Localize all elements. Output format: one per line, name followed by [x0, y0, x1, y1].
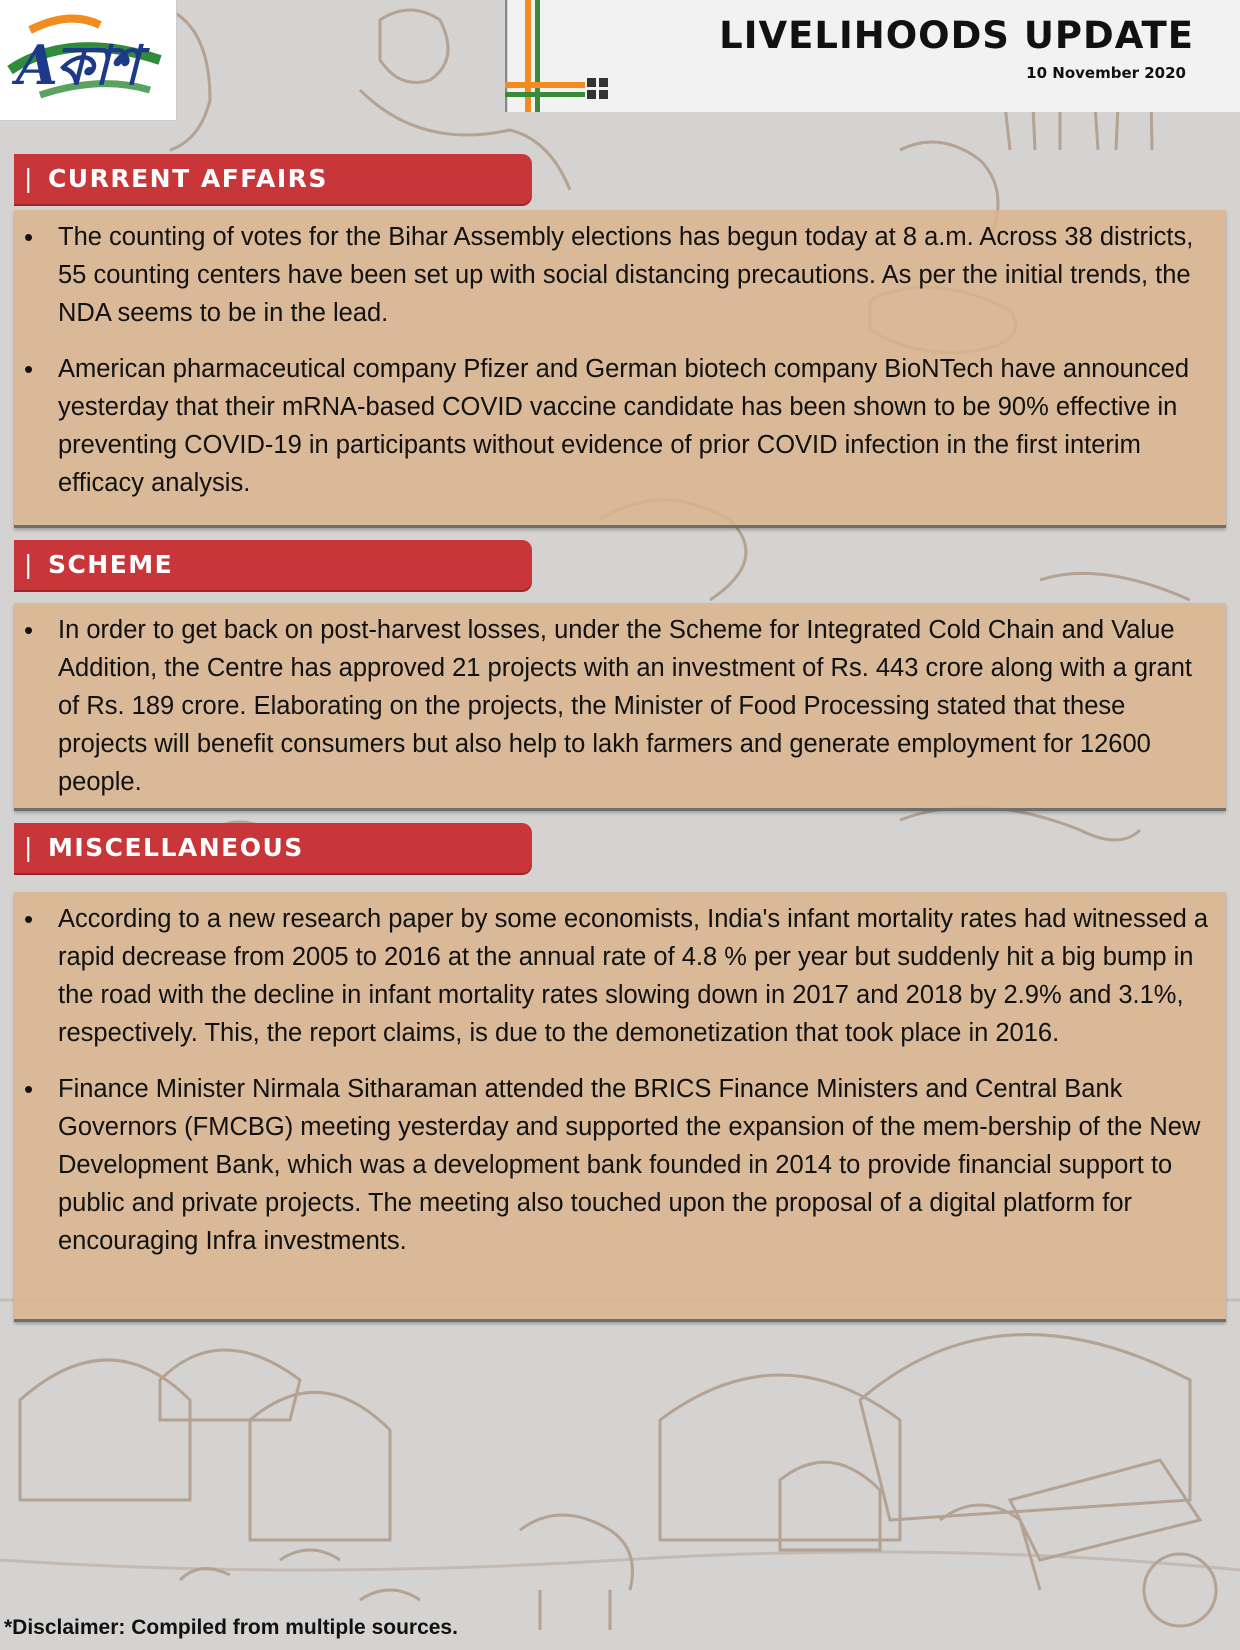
scheme-panel — [14, 603, 1226, 811]
issue-date: 10 November 2020 — [1026, 64, 1186, 82]
list-item: • Finance Minister Nirmala Sitharaman attended the BRICS Finance Ministers and Central Bank Governors (FMCBG) meeting yesterday and supported the expansion of the mem-bership of the New Development Bank, which was a development bank founded in 2014 to provide financial support to public and private projects. The meeting also touched upon the proposal of a digital platform for encouraging Infra investments. — [14, 1070, 1212, 1260]
section-heading-label: SCHEME — [47, 550, 174, 579]
section-heading-scheme — [14, 540, 532, 590]
logo — [0, 0, 177, 121]
heading-bar: | — [24, 550, 34, 579]
heading-bar: | — [24, 833, 34, 862]
logo-text: Aকাশ — [16, 33, 138, 97]
section-heading-label: CURRENT AFFAIRS — [47, 164, 328, 193]
section-heading-label: MISCELLANEOUS — [47, 833, 304, 862]
section-heading-current-affairs — [14, 154, 532, 204]
current-affairs-panel — [14, 210, 1226, 528]
list-item: • The counting of votes for the Bihar Assembly elections has begun today at 8 a.m. Across 38 districts, 55 counting centers have been set up with social distancing precautions. As per the initial trends, the NDA seems to be in the lead. — [14, 218, 1212, 332]
list-item: • American pharmaceutical company Pfizer and German biotech company BioNTech have announced yesterday that their mRNA-based COVID vaccine candidate has been shown to be 90% effective in preventing COVID-19 in participants without evidence of prior COVID infection in the first interim efficacy analysis. — [14, 350, 1212, 502]
list-item: • In order to get back on post-harvest losses, under the Scheme for Integrated Cold Chain and Value Addition, the Centre has approved 21 projects with an investment of Rs. 443 crore along with a grant of Rs. 189 crore. Elaborating on the projects, the Minister of Food Processing stated that these projects will benefit consumers but also help to lakh farmers and generate employment for 12600 people. — [14, 611, 1212, 801]
disclaimer: *Disclaimer: Compiled from multiple sources. — [4, 1616, 458, 1639]
flag-grid-icon — [505, 0, 615, 112]
page-title: LIVELIHOODS UPDATE — [719, 14, 1194, 57]
section-heading-miscellaneous — [14, 823, 532, 873]
heading-bar: | — [24, 164, 34, 193]
miscellaneous-panel — [14, 892, 1226, 1322]
list-item: • According to a new research paper by some economists, India's infant mortality rates had witnessed a rapid decrease from 2005 to 2016 at the annual rate of 4.8 % per year but suddenly hit a big bump in the road with the decline in infant mortality rates slowing down in 2017 and 2018 by 2.9% and 3.1%, respectively. This, the report claims, is due to the demonetization that took place in 2016. — [14, 900, 1212, 1052]
